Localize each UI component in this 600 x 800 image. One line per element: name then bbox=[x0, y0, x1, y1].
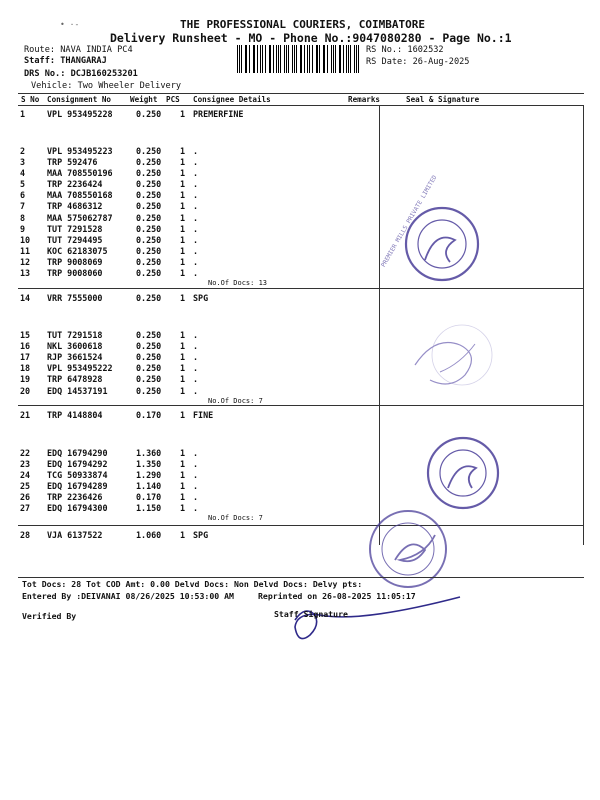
row-weight: 0.250 bbox=[136, 146, 162, 156]
col-weight: Weight bbox=[130, 95, 158, 104]
row-consignment-no: EDQ 14537191 bbox=[47, 386, 108, 396]
signature-scribble-1 bbox=[415, 325, 492, 385]
row-pcs: 1 bbox=[180, 109, 186, 119]
row-sno: 2 bbox=[20, 146, 26, 156]
row-sno: 22 bbox=[20, 448, 31, 458]
row-consignment-no: TRP 9008069 bbox=[47, 257, 103, 267]
row-pcs: 1 bbox=[180, 246, 186, 256]
row-pcs: 1 bbox=[180, 374, 186, 384]
row-pcs: 1 bbox=[180, 459, 186, 469]
row-consignee: . bbox=[193, 146, 199, 156]
row-weight: 0.250 bbox=[136, 341, 162, 351]
row-sno: 11 bbox=[20, 246, 31, 256]
reprinted-on: Reprinted on 26-08-2025 11:05:17 bbox=[258, 591, 416, 601]
row-consignment-no: TRP 2236426 bbox=[47, 492, 103, 502]
row-consignment-no: TUT 7291518 bbox=[47, 330, 103, 340]
vehicle: Vehicle: Two Wheeler Delivery bbox=[31, 81, 182, 91]
row-consignee: . bbox=[193, 190, 199, 200]
row-pcs: 1 bbox=[180, 530, 186, 540]
row-sno: 19 bbox=[20, 374, 31, 384]
row-weight: 0.250 bbox=[136, 246, 162, 256]
entered-by: Entered By :DEIVANAI 08/26/2025 10:53:00 AM bbox=[22, 591, 234, 601]
row-weight: 0.250 bbox=[136, 257, 162, 267]
row-sno: 15 bbox=[20, 330, 31, 340]
row-sno: 7 bbox=[20, 201, 26, 211]
row-sno: 18 bbox=[20, 363, 31, 373]
runsheet-title: Delivery Runsheet - MO - Phone No.:9047080280 - Page No.:1 bbox=[110, 31, 512, 45]
row-weight: 0.250 bbox=[136, 330, 162, 340]
group-docs-count: No.Of Docs: 13 bbox=[208, 279, 268, 287]
row-weight: 0.250 bbox=[136, 352, 162, 362]
row-pcs: 1 bbox=[180, 448, 186, 458]
row-weight: 0.250 bbox=[136, 201, 162, 211]
row-pcs: 1 bbox=[180, 410, 186, 420]
col-consignment: Consignment No bbox=[47, 95, 112, 104]
row-consignee: . bbox=[193, 352, 199, 362]
row-sno: 25 bbox=[20, 481, 31, 491]
row-weight: 0.250 bbox=[136, 363, 162, 373]
row-consignee: . bbox=[193, 503, 199, 513]
row-weight: 0.250 bbox=[136, 190, 162, 200]
row-consignment-no: RJP 3661524 bbox=[47, 352, 103, 362]
row-consignment-no: EDQ 16794289 bbox=[47, 481, 108, 491]
row-consignee: . bbox=[193, 448, 199, 458]
row-weight: 1.290 bbox=[136, 470, 162, 480]
totals-line: Tot Docs: 28 Tot COD Amt: 0.00 Delvd Docs: Non Delvd Docs: Delvy pts: bbox=[22, 579, 363, 589]
row-weight: 0.250 bbox=[136, 224, 162, 234]
row-consignment-no: KOC 62183075 bbox=[47, 246, 108, 256]
row-sno: 24 bbox=[20, 470, 31, 480]
row-consignee: SPG bbox=[193, 530, 209, 540]
row-pcs: 1 bbox=[180, 190, 186, 200]
row-consignment-no: VJA 6137522 bbox=[47, 530, 103, 540]
row-consignment-no: MAA 708550168 bbox=[47, 190, 113, 200]
row-pcs: 1 bbox=[180, 330, 186, 340]
row-weight: 0.250 bbox=[136, 179, 162, 189]
row-consignee: . bbox=[193, 268, 199, 278]
row-weight: 0.250 bbox=[136, 157, 162, 167]
row-consignment-no: VRR 7555000 bbox=[47, 293, 103, 303]
row-consignment-no: EDQ 16794300 bbox=[47, 503, 108, 513]
row-consignment-no: TRP 6478928 bbox=[47, 374, 103, 384]
row-pcs: 1 bbox=[180, 293, 186, 303]
row-consignee: . bbox=[193, 157, 199, 167]
footer-top-rule bbox=[18, 577, 584, 578]
row-weight: 0.250 bbox=[136, 268, 162, 278]
row-sno: 1 bbox=[20, 109, 26, 119]
row-consignment-no: TRP 2236424 bbox=[47, 179, 103, 189]
group-docs-count: No.Of Docs: 7 bbox=[208, 514, 263, 522]
row-consignee: . bbox=[193, 224, 199, 234]
row-consignment-no: TCG 50933874 bbox=[47, 470, 108, 480]
row-consignee: SPG bbox=[193, 293, 209, 303]
row-consignee: . bbox=[193, 459, 199, 469]
seal-stamp-text: PREMIER MILLS PRIVATE LIMITED bbox=[380, 174, 439, 269]
row-consignee: . bbox=[193, 168, 199, 178]
row-weight: 0.170 bbox=[136, 492, 162, 502]
row-pcs: 1 bbox=[180, 201, 186, 211]
row-pcs: 1 bbox=[180, 168, 186, 178]
row-consignment-no: TRP 4686312 bbox=[47, 201, 103, 211]
row-weight: 1.350 bbox=[136, 459, 162, 469]
row-sno: 14 bbox=[20, 293, 31, 303]
row-sno: 4 bbox=[20, 168, 26, 178]
row-weight: 1.150 bbox=[136, 503, 162, 513]
group-docs-count: No.Of Docs: 7 bbox=[208, 397, 263, 405]
row-sno: 3 bbox=[20, 157, 26, 167]
row-consignee: . bbox=[193, 330, 199, 340]
verified-by: Verified By bbox=[22, 611, 77, 621]
row-weight: 0.250 bbox=[136, 293, 162, 303]
row-sno: 17 bbox=[20, 352, 31, 362]
row-consignee: . bbox=[193, 481, 199, 491]
row-sno: 21 bbox=[20, 410, 31, 420]
row-pcs: 1 bbox=[180, 341, 186, 351]
col-consignee: Consignee Details bbox=[193, 95, 271, 104]
rs-number: RS No.: 1602532 bbox=[366, 45, 444, 55]
row-sno: 6 bbox=[20, 190, 26, 200]
row-consignment-no: NKL 3600618 bbox=[47, 341, 103, 351]
row-sno: 10 bbox=[20, 235, 31, 245]
row-sno: 26 bbox=[20, 492, 31, 502]
row-consignee: . bbox=[193, 386, 199, 396]
company-seal-stamp-2 bbox=[428, 438, 498, 508]
row-sno: 12 bbox=[20, 257, 31, 267]
row-pcs: 1 bbox=[180, 146, 186, 156]
row-pcs: 1 bbox=[180, 352, 186, 362]
row-consignee: . bbox=[193, 201, 199, 211]
row-consignment-no: TUT 7294495 bbox=[47, 235, 103, 245]
row-consignment-no: VPL 953495228 bbox=[47, 109, 113, 119]
staff: Staff: THANGARAJ bbox=[24, 56, 107, 66]
row-consignee: . bbox=[193, 470, 199, 480]
row-sno: 16 bbox=[20, 341, 31, 351]
row-consignment-no: MAA 708550196 bbox=[47, 168, 113, 178]
row-consignee: . bbox=[193, 363, 199, 373]
row-sno: 27 bbox=[20, 503, 31, 513]
row-weight: 1.360 bbox=[136, 448, 162, 458]
row-pcs: 1 bbox=[180, 386, 186, 396]
row-sno: 5 bbox=[20, 179, 26, 189]
row-pcs: 1 bbox=[180, 268, 186, 278]
row-consignee: . bbox=[193, 179, 199, 189]
row-consignee: . bbox=[193, 257, 199, 267]
row-consignment-no: TRP 592476 bbox=[47, 157, 98, 167]
col-remarks: Remarks bbox=[348, 95, 381, 104]
row-consignee: . bbox=[193, 235, 199, 245]
row-consignment-no: TRP 9008060 bbox=[47, 268, 103, 278]
row-weight: 0.250 bbox=[136, 235, 162, 245]
row-pcs: 1 bbox=[180, 363, 186, 373]
row-pcs: 1 bbox=[180, 481, 186, 491]
row-pcs: 1 bbox=[180, 470, 186, 480]
row-pcs: 1 bbox=[180, 257, 186, 267]
company-name: THE PROFESSIONAL COURIERS, COIMBATORE bbox=[180, 18, 426, 31]
row-consignee: . bbox=[193, 246, 199, 256]
row-consignee: . bbox=[193, 374, 199, 384]
row-pcs: 1 bbox=[180, 224, 186, 234]
row-pcs: 1 bbox=[180, 492, 186, 502]
col-pcs: PCS bbox=[166, 95, 180, 104]
row-sno: 23 bbox=[20, 459, 31, 469]
row-sno: 9 bbox=[20, 224, 26, 234]
col-sno: S No bbox=[21, 95, 40, 104]
row-consignee: . bbox=[193, 213, 199, 223]
company-seal-stamp-1 bbox=[406, 208, 478, 280]
row-consignment-no: VPL 953495223 bbox=[47, 146, 113, 156]
route: Route: NAVA INDIA PC4 bbox=[24, 45, 133, 55]
row-consignee: . bbox=[193, 492, 199, 502]
company-seal-stamp-3 bbox=[370, 511, 446, 587]
rs-date: RS Date: 26-Aug-2025 bbox=[366, 57, 470, 67]
row-pcs: 1 bbox=[180, 503, 186, 513]
row-consignment-no: TRP 4148804 bbox=[47, 410, 103, 420]
row-sno: 13 bbox=[20, 268, 31, 278]
row-weight: 0.250 bbox=[136, 109, 162, 119]
row-weight: 0.250 bbox=[136, 168, 162, 178]
row-consignment-no: VPL 953495222 bbox=[47, 363, 113, 373]
header-mark: • ·- bbox=[60, 20, 80, 29]
row-consignment-no: MAA 575062787 bbox=[47, 213, 113, 223]
row-weight: 1.140 bbox=[136, 481, 162, 491]
staff-signature-label: Staff Signature bbox=[274, 609, 348, 619]
row-weight: 0.170 bbox=[136, 410, 162, 420]
col-seal: Seal & Signature bbox=[406, 95, 480, 104]
row-pcs: 1 bbox=[180, 235, 186, 245]
row-consignee: . bbox=[193, 341, 199, 351]
row-consignment-no: TUT 7291528 bbox=[47, 224, 103, 234]
row-consignee: PREMERFINE bbox=[193, 109, 244, 119]
row-weight: 0.250 bbox=[136, 213, 162, 223]
row-consignee: FINE bbox=[193, 410, 214, 420]
row-weight: 0.250 bbox=[136, 374, 162, 384]
row-consignment-no: EDQ 16794292 bbox=[47, 459, 108, 469]
row-weight: 1.060 bbox=[136, 530, 162, 540]
row-sno: 20 bbox=[20, 386, 31, 396]
row-pcs: 1 bbox=[180, 179, 186, 189]
row-consignment-no: EDQ 16794290 bbox=[47, 448, 108, 458]
row-weight: 0.250 bbox=[136, 386, 162, 396]
drs-number: DRS No.: DCJB160253201 bbox=[24, 69, 138, 79]
row-sno: 28 bbox=[20, 530, 31, 540]
row-pcs: 1 bbox=[180, 213, 186, 223]
row-pcs: 1 bbox=[180, 157, 186, 167]
row-sno: 8 bbox=[20, 213, 26, 223]
